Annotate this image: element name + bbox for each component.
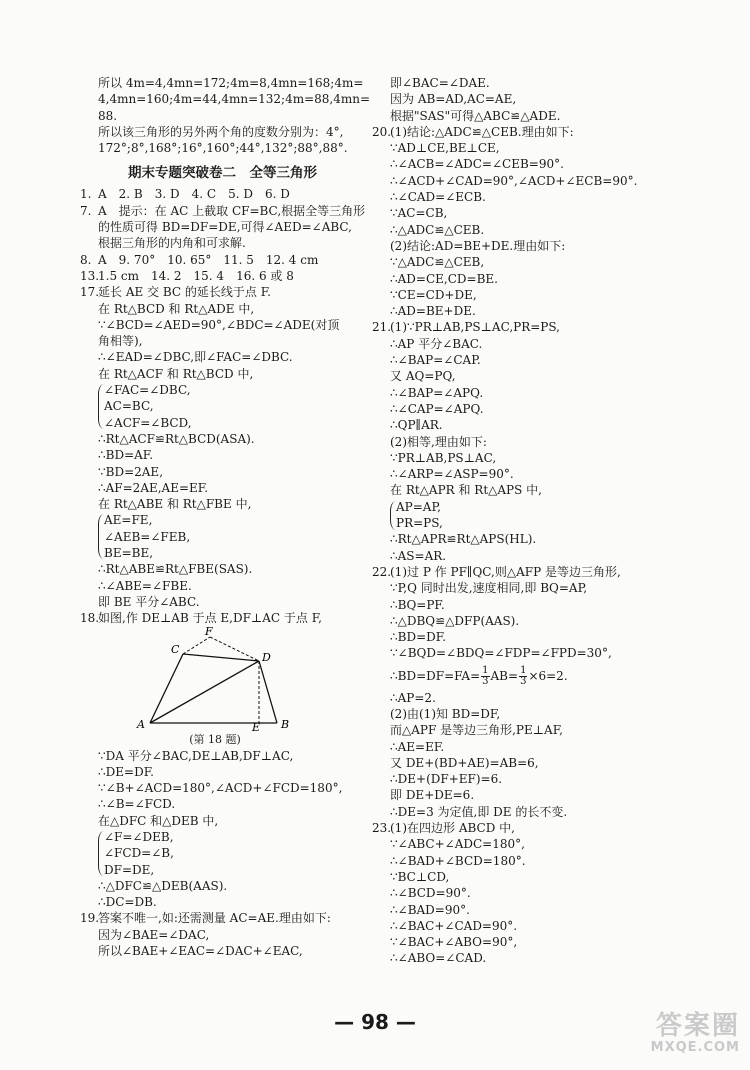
answer-text: ∵AC=CB, bbox=[390, 206, 448, 221]
answer-text: ∵∠BAC+∠ABO=90°, bbox=[390, 935, 518, 950]
answer-text: ∴∠CAP=∠APQ. bbox=[390, 401, 484, 416]
label-f: F bbox=[205, 626, 213, 638]
answer-text: ∠ACF=∠BCD, bbox=[104, 415, 192, 430]
answer-text: 如图,作 DE⊥AB 于点 E,DF⊥AC 于点 F, bbox=[98, 611, 322, 626]
question-21 bbox=[372, 319, 672, 563]
answer-text: ∴BD=DF. bbox=[390, 630, 447, 645]
answer-text: (2)结论:AD=BE+DE.理由如下: bbox=[390, 238, 566, 253]
answer-text: 答案不唯一,如:还需测量 AC=AE.理由如下: bbox=[98, 911, 331, 926]
answer-text: ∴Rt△ACF≌Rt△BCD(ASA). bbox=[98, 431, 255, 446]
segment-ad bbox=[150, 661, 259, 723]
answer-text: ∴AF=2AE,AE=EF. bbox=[98, 480, 209, 495]
numerator: 1 bbox=[482, 664, 489, 676]
watermark-text: 答案圈 bbox=[655, 1011, 740, 1041]
answer-text: AP=AP, bbox=[396, 499, 441, 514]
segment-db bbox=[259, 661, 277, 723]
label-d: D bbox=[262, 650, 271, 664]
answer-text: 因为∠BAE=∠DAC, bbox=[98, 927, 210, 942]
brace-mark bbox=[98, 384, 104, 429]
answer-text: 因为 AB=AD,AC=AE, bbox=[390, 92, 517, 107]
answer-text: ∠FCD=∠B, bbox=[104, 846, 174, 861]
answer-text: ∴∠ABE=∠FBE. bbox=[98, 578, 192, 593]
answer-text: ∴∠ARP=∠ASP=90°. bbox=[390, 467, 514, 482]
answer-text: ∵PR⊥AB,PS⊥AC, bbox=[390, 450, 497, 465]
question-number: 19. bbox=[80, 911, 100, 926]
answer-text: ∴∠BAP=∠CAP. bbox=[390, 353, 481, 368]
question-19 bbox=[80, 910, 365, 959]
question-number: 21. bbox=[372, 320, 392, 335]
brace-system bbox=[372, 499, 672, 532]
question-number: 13. bbox=[80, 268, 100, 283]
answer-text: 根据三角形的内角和可求解. bbox=[98, 236, 246, 251]
answer-text: ∴∠BAD=90°. bbox=[390, 902, 470, 917]
answer-text: 在 Rt△APR 和 Rt△APS 中, bbox=[390, 483, 542, 498]
answer-text: ∴BD=DF=FA= bbox=[390, 668, 481, 683]
answer-text: A 2. B 3. D 4. C 5. D 6. D bbox=[98, 187, 290, 202]
question-17 bbox=[80, 284, 365, 610]
answer-text: ∴QP∥AR. bbox=[390, 418, 443, 433]
left-column bbox=[80, 75, 371, 959]
intro-block bbox=[80, 75, 371, 156]
label-a: A bbox=[137, 717, 145, 731]
answer-text: ∴AE=EF. bbox=[390, 739, 445, 754]
answer-text: 又 AQ=PQ, bbox=[390, 369, 456, 384]
answer-text: ∴BQ=PF. bbox=[390, 597, 445, 612]
text-line: 所以该三角形的另外两个角的度数分别为：4°, bbox=[98, 124, 344, 139]
denominator: 3 bbox=[482, 675, 489, 687]
question-number: 7. bbox=[80, 203, 92, 218]
answer-text: AB= bbox=[490, 668, 519, 683]
answer-text: ∴AP 平分∠BAC. bbox=[390, 336, 483, 351]
question-19-continued bbox=[372, 75, 672, 124]
brace-mark bbox=[98, 831, 104, 876]
answer-text: ∴∠B=∠FCD. bbox=[98, 797, 176, 812]
brace-system bbox=[80, 829, 365, 878]
answer-text: ∴BD=AF. bbox=[98, 448, 154, 463]
answer-text: ∵BC⊥CD, bbox=[390, 869, 450, 884]
question-number: 18. bbox=[80, 611, 100, 626]
answer-text: 即 DE+DE=6. bbox=[390, 788, 475, 803]
answer-text: ∵∠B+∠ACD=180°,∠ACD+∠FCD=180°, bbox=[98, 781, 343, 796]
answer-text: (1)∵PR⊥AB,PS⊥AC,PR=PS, bbox=[390, 320, 560, 335]
text-line: 4,4mn=160;4m=44,4mn=132;4m=88,4mn= bbox=[98, 92, 371, 107]
answer-text: A 提示：在 AC 上截取 CF=BC,根据全等三角形 bbox=[98, 203, 366, 218]
answer-text: 延长 AE 交 BC 的延长线于点 F. bbox=[98, 285, 271, 300]
answer-text: ∴∠BAD+∠BCD=180°. bbox=[390, 853, 526, 868]
answer-text: 在 Rt△BCD 和 Rt△ADE 中, bbox=[98, 301, 255, 316]
label-b: B bbox=[281, 717, 290, 731]
answer-text: 在 Rt△ABE 和 Rt△FBE 中, bbox=[98, 497, 252, 512]
answer-text: ∴DE=DF. bbox=[98, 764, 154, 779]
answers-block bbox=[80, 186, 365, 284]
answer-text: A 9. 70° 10. 65° 11. 5 12. 4 cm bbox=[98, 252, 319, 267]
answer-text: ∴∠ACD+∠CAD=90°,∠ACD+∠ECB=90°. bbox=[390, 173, 638, 188]
answer-text: ∴DC=DB. bbox=[98, 895, 157, 910]
answer-text: ∴AD=CE,CD=BE. bbox=[390, 271, 498, 286]
answer-text: ∵∠ABC+∠ADC=180°, bbox=[390, 837, 525, 852]
question-number: 1. bbox=[80, 187, 92, 202]
answer-text: 而△APF 是等边三角形,PE⊥AF, bbox=[390, 723, 563, 738]
answer-text: ∴Rt△ABE≌Rt△FBE(SAS). bbox=[98, 562, 253, 577]
answer-text: ∴Rt△APR≌Rt△APS(HL). bbox=[390, 532, 537, 547]
text-line: 所以 4m=4,4mn=172;4m=8,4mn=168;4m= bbox=[98, 76, 364, 90]
answer-text: 根据"SAS"可得△ABC≌△ADE. bbox=[390, 108, 561, 123]
answer-text: ∵DA 平分∠BAC,DE⊥AB,DF⊥AC, bbox=[98, 748, 294, 763]
answer-text: (2)由(1)知 BD=DF, bbox=[390, 706, 501, 721]
answer-text: ∴DE+(DF+EF)=6. bbox=[390, 772, 503, 787]
answer-text: ∴AP=2. bbox=[390, 690, 436, 705]
figure-caption: (第 18 题) bbox=[189, 732, 241, 746]
question-number: 17. bbox=[80, 285, 100, 300]
answer-text: ∴∠ACB=∠ADC=∠CEB=90°. bbox=[390, 157, 564, 172]
answer-text: (1)在四边形 ABCD 中, bbox=[390, 821, 515, 836]
answer-text: ∴AS=AR. bbox=[390, 548, 447, 563]
brace-system bbox=[80, 512, 365, 561]
answer-text: 又 DE+(BD+AE)=AB=6, bbox=[390, 755, 539, 770]
question-18 bbox=[80, 610, 365, 910]
answer-text: ∴DE=3 为定值,即 DE 的长不变. bbox=[390, 804, 568, 819]
answer-text: AC=BC, bbox=[104, 399, 154, 414]
answer-text: ∵CE=CD+DE, bbox=[390, 287, 477, 302]
answer-text: DF=DE, bbox=[104, 862, 155, 877]
question-number: 20. bbox=[372, 124, 392, 139]
answer-text: ∠F=∠DEB, bbox=[104, 829, 174, 844]
label-e: E bbox=[252, 720, 261, 732]
answer-text: ∴∠CAD=∠ECB. bbox=[390, 190, 486, 205]
answer-text: ∴∠BAP=∠APQ. bbox=[390, 385, 484, 400]
answer-text: 在 Rt△ACF 和 Rt△BCD 中, bbox=[98, 366, 254, 381]
brace-mark bbox=[98, 514, 104, 559]
text-line: 172°;8°,168°;16°,160°;44°,132°;88°,88°. bbox=[98, 141, 348, 156]
answer-text: BE=BE, bbox=[104, 546, 154, 561]
denominator: 3 bbox=[520, 675, 527, 687]
fraction-one-third bbox=[481, 666, 489, 687]
answer-text: (1)过 P 作 PF∥QC,则△AFP 是等边三角形, bbox=[390, 564, 621, 579]
right-column bbox=[372, 75, 672, 967]
segment-ac bbox=[150, 654, 183, 723]
answer-text: ∵∠BQD=∠BDQ=∠FDP=∠FPD=30°, bbox=[390, 646, 612, 661]
answer-text: ∵△ADC≌△CEB, bbox=[390, 255, 485, 270]
answer-text: (1)结论:△ADC≌△CEB.理由如下: bbox=[390, 124, 574, 139]
answer-text: ∠AEB=∠FEB, bbox=[104, 529, 191, 544]
answer-text: 所以∠BAE+∠EAC=∠DAC+∠EAC, bbox=[98, 944, 303, 959]
fraction-one-third bbox=[519, 666, 527, 687]
answer-text: ∴∠EAD=∠DBC,即∠FAC=∠DBC. bbox=[98, 350, 293, 365]
answer-text: ∴△DFC≌△DEB(AAS). bbox=[98, 878, 228, 893]
answer-text: ∵AD⊥CE,BE⊥CE, bbox=[390, 141, 500, 156]
answer-text: ×6=2. bbox=[528, 668, 568, 683]
answer-text: 的性质可得 BD=DF=DE,可得∠AED=∠ABC, bbox=[98, 220, 352, 235]
question-23 bbox=[372, 820, 672, 967]
answer-text: ∠FAC=∠DBC, bbox=[104, 383, 191, 398]
answer-text: 在△DFC 和△DEB 中, bbox=[98, 813, 219, 828]
watermark-logo bbox=[610, 1012, 740, 1062]
question-number: 22. bbox=[372, 564, 392, 579]
brace-mark bbox=[390, 501, 396, 530]
answer-text: ∴∠BAC+∠CAD=90°. bbox=[390, 918, 518, 933]
answer-text: PR=PS, bbox=[396, 516, 443, 531]
extension-cf bbox=[183, 637, 210, 654]
section-title: 期末专题突破卷二 全等三角形 bbox=[128, 165, 317, 182]
answer-text: ∴△ADC≌△CEB. bbox=[390, 222, 485, 237]
question-22 bbox=[372, 564, 672, 820]
answer-text: 角相等), bbox=[98, 334, 143, 349]
fraction-line bbox=[372, 662, 672, 690]
answer-text: 1.5 cm 14. 2 15. 4 16. 6 或 8 bbox=[98, 268, 294, 283]
quadrilateral-diagram bbox=[135, 627, 335, 732]
question-number: 23. bbox=[372, 821, 392, 836]
geometry-figure bbox=[80, 627, 365, 732]
answer-text: ∵BD=2AE, bbox=[98, 464, 164, 479]
answer-text: ∴△DBQ≌△DFP(AAS). bbox=[390, 613, 520, 628]
numerator: 1 bbox=[520, 664, 527, 676]
answer-text: ∵∠BCD=∠AED=90°,∠BDC=∠ADE(对顶 bbox=[98, 317, 340, 332]
label-c: C bbox=[171, 642, 180, 656]
question-number: 8. bbox=[80, 252, 92, 267]
answer-text: 即 BE 平分∠ABC. bbox=[98, 594, 200, 609]
answer-text: 即∠BAC=∠DAE. bbox=[390, 76, 490, 90]
question-20 bbox=[372, 124, 672, 320]
answer-text: ∵P,Q 同时出发,速度相同,即 BQ=AP, bbox=[390, 581, 588, 596]
page-number: — 98 — bbox=[334, 1010, 416, 1034]
brace-system bbox=[80, 382, 365, 431]
text-line: 88. bbox=[98, 108, 118, 123]
watermark-url: MXQE.COM bbox=[650, 1040, 740, 1055]
answer-text: ∴∠ABO=∠CAD. bbox=[390, 951, 487, 966]
answer-text: (2)相等,理由如下: bbox=[390, 434, 487, 449]
answer-text: ∴AD=BE+DE. bbox=[390, 304, 476, 319]
answer-text: AE=FE, bbox=[104, 513, 153, 528]
answer-text: ∴∠BCD=90°. bbox=[390, 886, 471, 901]
